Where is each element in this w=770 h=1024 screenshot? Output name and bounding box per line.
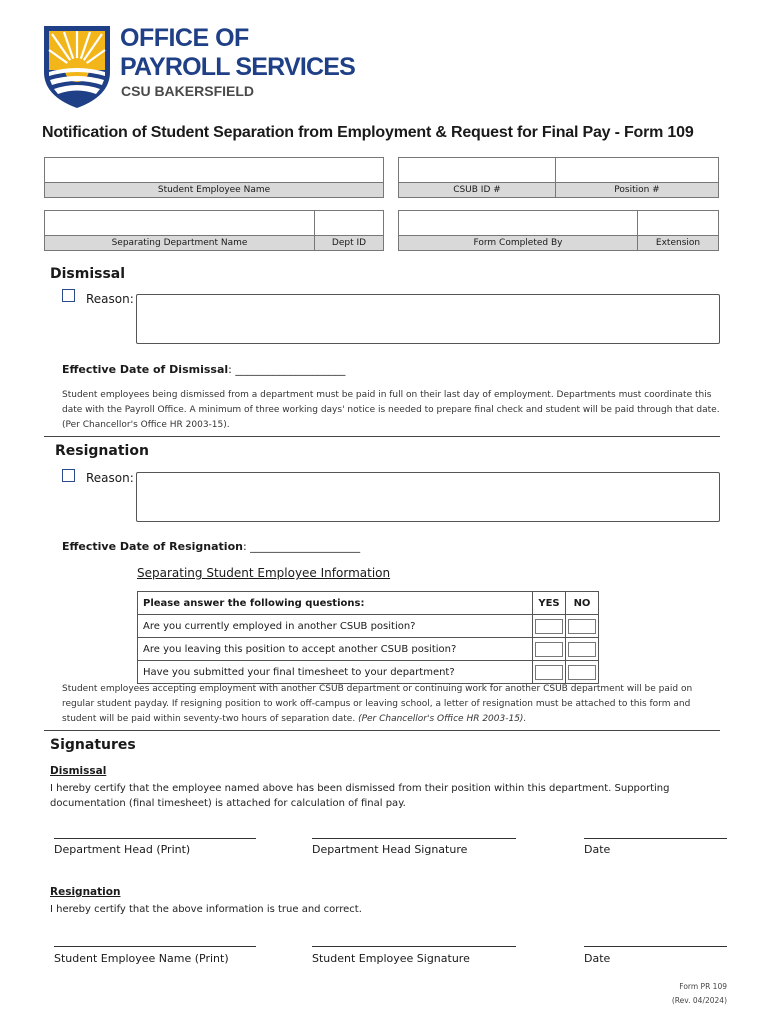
separating-info-title: Separating Student Employee Information	[137, 566, 391, 580]
csub-id-input[interactable]	[398, 157, 556, 183]
form-completed-by-label: Form Completed By	[398, 235, 638, 251]
position-input[interactable]	[555, 157, 719, 183]
resignation-reason-box[interactable]	[136, 472, 720, 522]
sig-resignation-heading: Resignation	[50, 886, 121, 898]
resignation-divider	[44, 730, 720, 731]
dismissal-checkbox[interactable]	[62, 289, 75, 302]
signatures-heading: Signatures	[50, 737, 136, 753]
form-title: Notification of Student Separation from Employment & Request for Final Pay - Form 109	[42, 124, 694, 141]
question-text: Are you currently employed in another CSUB position?	[138, 615, 533, 638]
separating-department-label: Separating Department Name	[44, 235, 315, 251]
extension-input[interactable]	[637, 210, 719, 236]
dismissal-reason-box[interactable]	[136, 294, 720, 344]
resignation-date-line[interactable]	[584, 946, 727, 947]
questions-table	[137, 591, 599, 684]
dismissal-effective-date[interactable]	[62, 363, 345, 376]
form-revision: (Rev. 04/2024)	[671, 996, 727, 1005]
payroll-logo	[40, 22, 355, 112]
question-2-no-box[interactable]	[566, 638, 599, 661]
csub-id-label: CSUB ID #	[398, 182, 556, 198]
resignation-note-reference: (Per Chancellor's Office HR 2003-15).	[358, 714, 527, 724]
resignation-note	[62, 682, 722, 727]
resignation-checkbox[interactable]	[62, 469, 75, 482]
dismissal-note: Student employees being dismissed from a department must be paid in full on their last day of employment. Departments must coordinate this date with the Payroll Office. A minimum of three working days' notice is needed to prepare final check and student will be paid through that date. (Per Chancellor's Office HR 2003-15).	[62, 390, 720, 430]
question-1-no-box[interactable]	[566, 615, 599, 638]
extension-label: Extension	[637, 235, 719, 251]
separating-department-input[interactable]	[44, 210, 315, 236]
student-employee-print-line[interactable]	[54, 946, 256, 947]
student-employee-signature-label: Student Employee Signature	[312, 952, 470, 965]
dismissal-date-line[interactable]	[584, 838, 727, 839]
dismissal-date-label: Date	[584, 843, 611, 856]
resignation-note-text: Student employees accepting employment with another CSUB department or continuing work for another CSUB department will be paid on regular student payday. If resigning position to work off-campus or leaving school, a letter of resignation must be attached to this form and student will be paid within seventy-two hours of separation date.	[62, 684, 693, 724]
sig-resignation-text: I hereby certify that the above information is true and correct.	[50, 904, 362, 915]
resignation-effective-date[interactable]	[62, 540, 360, 553]
dismissal-effective-date-label: Effective Date of Dismissal	[62, 363, 229, 376]
logo-line-2: PAYROLL SERVICES	[120, 53, 355, 81]
dismissal-effective-date-line: : ____________________	[228, 363, 346, 376]
question-1-yes-box[interactable]	[533, 615, 566, 638]
dismissal-divider	[44, 436, 720, 437]
sunrise-shield-icon	[40, 22, 114, 110]
student-employee-name-label: Student Employee Name	[44, 182, 384, 198]
question-2-yes-box[interactable]	[533, 638, 566, 661]
logo-line-1: OFFICE OF	[120, 24, 249, 52]
question-text: Have you submitted your final timesheet to your department?	[138, 661, 533, 684]
resignation-reason-label: Reason:	[86, 471, 134, 485]
student-employee-print-label: Student Employee Name (Print)	[54, 952, 229, 965]
logo-line-3: CSU BAKERSFIELD	[121, 83, 255, 99]
questions-header: Please answer the following questions:	[138, 592, 533, 615]
sig-dismissal-heading: Dismissal	[50, 765, 107, 777]
resignation-date-label: Date	[584, 952, 611, 965]
table-row	[138, 638, 599, 661]
question-3-no-box[interactable]	[566, 661, 599, 684]
no-header: NO	[566, 592, 599, 615]
form-completed-by-input[interactable]	[398, 210, 638, 236]
question-text: Are you leaving this position to accept another CSUB position?	[138, 638, 533, 661]
table-row	[138, 661, 599, 684]
dept-id-input[interactable]	[314, 210, 384, 236]
department-head-signature-label: Department Head Signature	[312, 843, 468, 856]
dept-id-label: Dept ID	[314, 235, 384, 251]
department-head-signature-line[interactable]	[312, 838, 516, 839]
resignation-heading: Resignation	[55, 443, 149, 459]
table-row	[138, 615, 599, 638]
yes-header: YES	[533, 592, 566, 615]
question-3-yes-box[interactable]	[533, 661, 566, 684]
student-employee-name-input[interactable]	[44, 157, 384, 183]
resignation-effective-date-line: : ____________________	[242, 540, 361, 553]
questions-header-row	[138, 592, 599, 615]
sig-dismissal-text: I hereby certify that the employee named above has been dismissed from their position within this department. Supporting documentation (final timesheet) is attached for calculation of final pay.	[50, 783, 670, 809]
department-head-print-line[interactable]	[54, 838, 256, 839]
form-number: Form PR 109	[679, 982, 727, 991]
dismissal-reason-label: Reason:	[86, 292, 134, 306]
student-employee-signature-line[interactable]	[312, 946, 516, 947]
position-label: Position #	[555, 182, 719, 198]
resignation-effective-date-label: Effective Date of Resignation	[62, 540, 243, 553]
dismissal-heading: Dismissal	[50, 266, 126, 282]
department-head-print-label: Department Head (Print)	[54, 843, 191, 856]
